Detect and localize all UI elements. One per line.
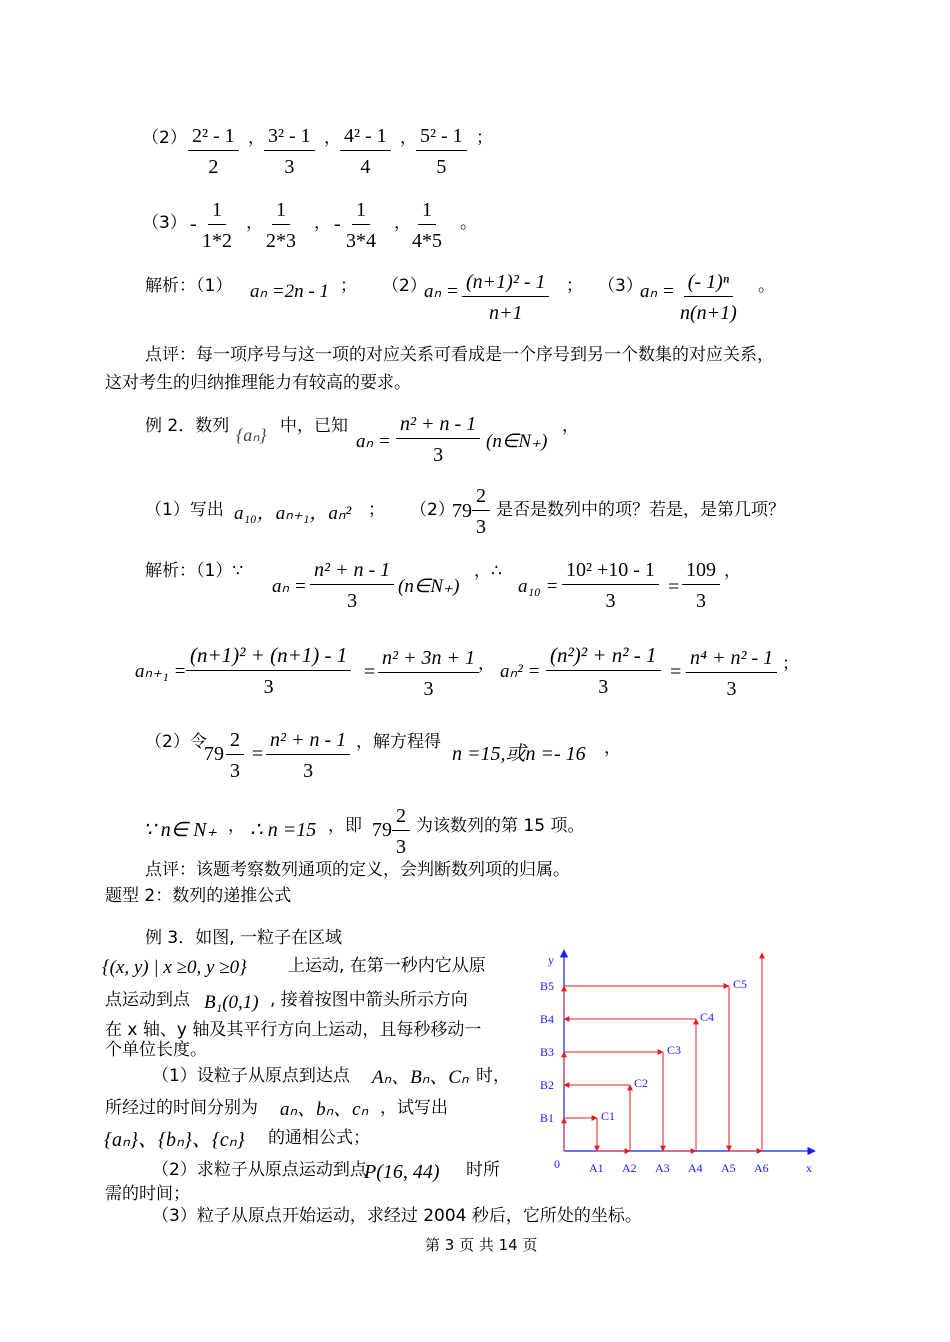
punct: ； xyxy=(476,128,493,148)
fraction: $\frac{109}{3}$ xyxy=(682,560,720,611)
fraction: $\frac{\text{(n+1)² + (n+1) - 1}}{3}$ xyxy=(186,645,351,697)
fraction: $\frac{\text{n² + n - 1}}{3}$ xyxy=(396,414,480,465)
fraction xyxy=(188,126,239,177)
y-axis-label: y xyxy=(548,953,554,967)
b-point-label: B1 xyxy=(540,1111,555,1125)
example-2-title: 例 2．数列 xyxy=(145,416,230,436)
analysis-label: 解析：（1） xyxy=(145,276,233,296)
fraction: $\frac{\text{(n²)² + n² - 1}}{3}$ xyxy=(546,645,661,697)
a-point-label: A3 xyxy=(655,1161,670,1175)
c-point-label: C4 xyxy=(700,1010,715,1024)
item-2-label: （2） xyxy=(142,128,187,148)
fraction: $\frac{2}{3}$ xyxy=(472,486,490,537)
fraction: $\frac{\text{n² + n - 1}}{3}$ xyxy=(310,560,394,611)
b-point-label: B4 xyxy=(540,1012,555,1026)
item-3-label: （3） xyxy=(142,213,187,233)
fraction: $\frac{2}{3}$ xyxy=(226,730,244,781)
a-point-label: A5 xyxy=(721,1161,736,1175)
b-point-label: B3 xyxy=(540,1045,555,1059)
c-point-label: C1 xyxy=(601,1109,616,1123)
comment-line: 这对考生的归纳推理能力有较高的要求。 xyxy=(105,373,411,393)
fraction: $\frac{\text{5² - 1}}{5}$ xyxy=(416,126,467,177)
frac-num: 2² - 1 xyxy=(188,126,239,151)
b-point-label: B5 xyxy=(540,979,555,993)
fraction: $\frac{\text{(- 1)ⁿ}}{n(n+1)}$ xyxy=(680,271,737,324)
formula: aₙ =2n - 1 xyxy=(250,281,329,302)
b-point-label: B2 xyxy=(540,1078,555,1092)
a-point-label: A2 xyxy=(622,1161,637,1175)
comment-line: 点评：该题考察数列通项的定义，会判断数列项的归属。 xyxy=(145,860,570,880)
fraction: $\frac{\text{n² + n - 1}}{3}$ xyxy=(266,730,350,781)
c-point-label: C2 xyxy=(634,1076,649,1090)
fraction: $\frac{\text{n² + 3n + 1}}{3}$ xyxy=(378,648,479,699)
fraction: $\frac{1}{3*4}$ xyxy=(346,199,376,252)
frac-den: 2 xyxy=(208,156,219,178)
fraction: $\frac{1}{1*2}$ xyxy=(202,199,232,252)
a-point-label: A1 xyxy=(589,1161,604,1175)
fraction: $\frac{1}{2*3}$ xyxy=(266,199,296,252)
section-heading: 题型 2：数列的递推公式 xyxy=(105,886,292,906)
x-axis-label: x xyxy=(806,1161,812,1175)
c-point-label: C3 xyxy=(667,1043,682,1057)
particle-path-figure xyxy=(530,940,830,1180)
a-point-label: A6 xyxy=(754,1161,769,1175)
page-footer: 第 3 页 共 14 页 xyxy=(425,1236,538,1254)
fraction: $\frac{\text{3² - 1}}{3}$ xyxy=(264,126,315,177)
fraction: $\frac{\text{n⁴ + n² - 1}}{3}$ xyxy=(686,648,777,699)
fraction: $\frac{\text{10² +10 - 1}}{3}$ xyxy=(562,560,659,611)
terms: a₁₀，aₙ₊₁，aₙ² xyxy=(234,503,352,524)
a-point-label: A4 xyxy=(688,1161,703,1175)
origin-label: 0 xyxy=(554,1157,560,1171)
fraction: $\frac{2}{3}$ xyxy=(392,806,410,857)
c-point-label: C5 xyxy=(733,977,748,991)
fraction: $\frac{1}{4*5}$ xyxy=(412,199,442,252)
fraction: $\frac{\text{4² - 1}}{4}$ xyxy=(340,126,391,177)
fraction: $\frac{\text{(n+1)² - 1}}{n+1}$ xyxy=(462,272,549,323)
comment-line: 点评：每一项序号与这一项的对应关系可看成是一个序号到另一个数集的对应关系， xyxy=(145,345,774,365)
